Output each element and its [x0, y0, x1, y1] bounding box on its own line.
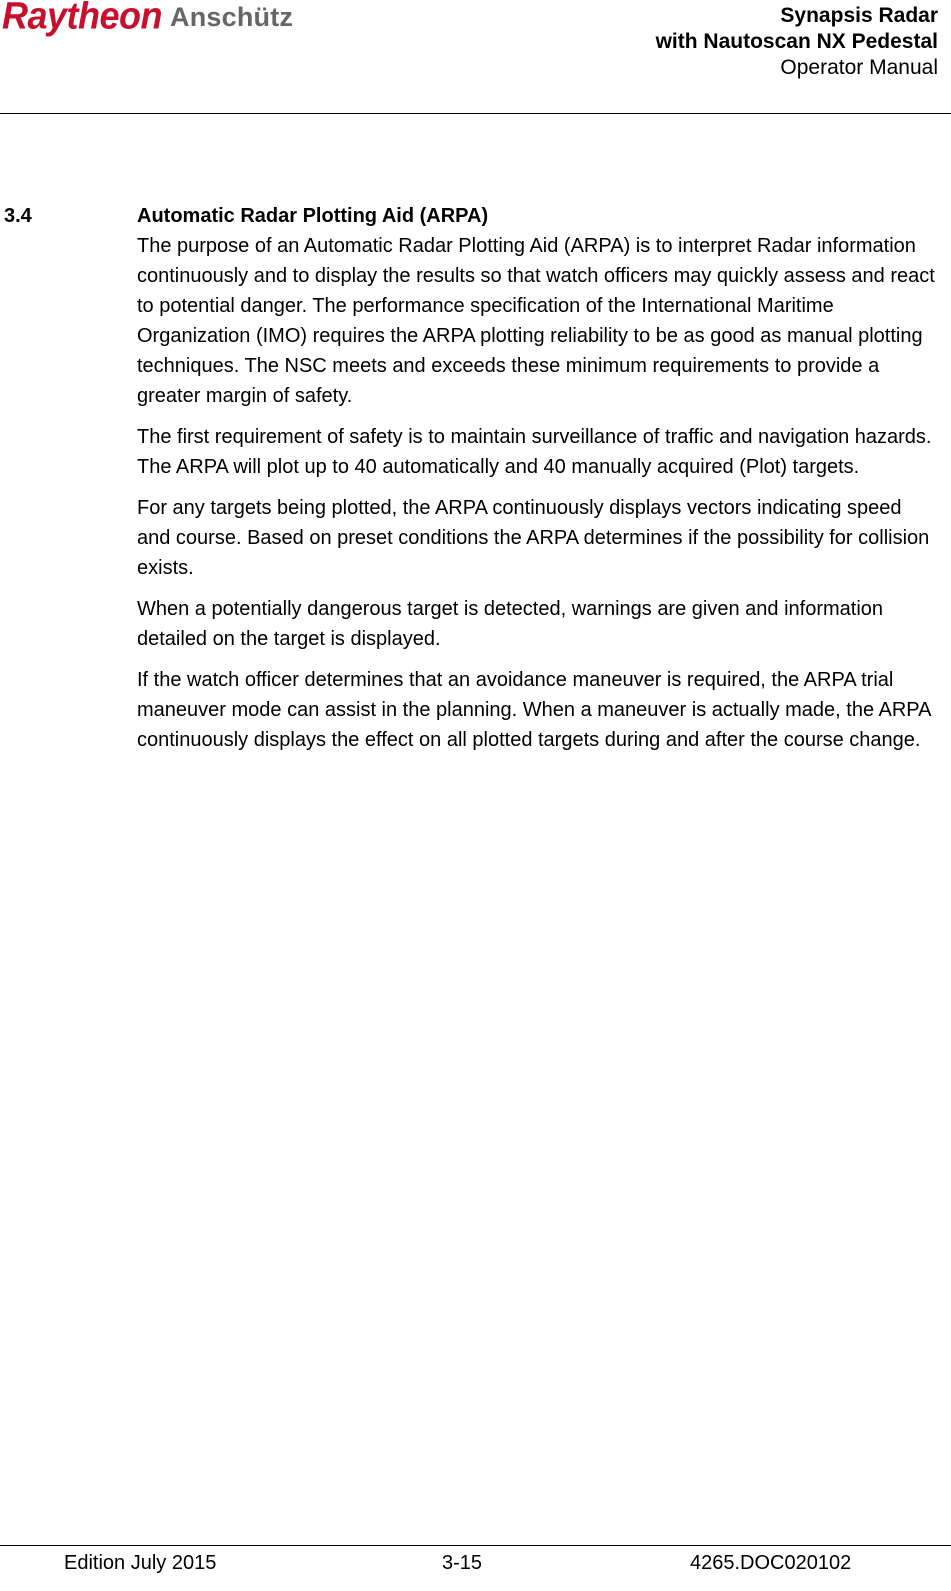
section-body: [137, 231, 937, 755]
document-title-line1: Synapsis Radar: [780, 4, 938, 27]
section-heading: [0, 201, 951, 231]
document-title-line2: with Nautoscan NX Pedestal: [655, 30, 938, 53]
document-title-line3: Operator Manual: [780, 56, 938, 79]
section-number: 3.4: [4, 205, 32, 227]
footer-page-number: 3-15: [442, 1552, 483, 1574]
document-title-block: [656, 3, 938, 81]
company-logo: [2, 0, 293, 42]
paragraph: If the watch officer determines that an avoidance maneuver is required, the ARPA trial maneuver mode can assist in the planning. When a maneuver is actually made, the ARPA continuously displays the effect on all plotted targets during and after the course change.: [137, 669, 931, 751]
footer-document-number: 4265.DOC020102: [690, 1552, 852, 1574]
paragraph: The purpose of an Automatic Radar Plotting Aid (ARPA) is to interpret Radar information continuously and to display the results so that watch officers may quickly assess and react to potential danger. The performance specification of the International Maritime Organization (IMO) requires the ARPA plotting reliability to be as good as manual plotting techniques. The NSC meets and exceeds these minimum requirements to provide a greater margin of safety.: [137, 235, 935, 407]
paragraph: When a potentially dangerous target is detected, warnings are given and information detailed on the target is displayed.: [137, 598, 884, 650]
paragraph: The first requirement of safety is to maintain surveillance of traffic and navigation hazards. The ARPA will plot up to 40 automatically and 40 manually acquired (Plot) targets.: [137, 426, 932, 478]
section-title: Automatic Radar Plotting Aid (ARPA): [137, 205, 489, 227]
logo-raytheon-wordmark: Raytheon: [2, 0, 163, 37]
page-content: [0, 201, 951, 766]
paragraph: For any targets being plotted, the ARPA continuously displays vectors indicating speed and course. Based on preset conditions the ARPA determines if the possibility for collision exists.: [137, 497, 930, 579]
footer-edition: Edition July 2015: [64, 1552, 217, 1574]
page-footer: [0, 1545, 951, 1591]
page-header: [0, 0, 951, 114]
logo-anschutz-wordmark: Anschütz: [170, 2, 294, 32]
